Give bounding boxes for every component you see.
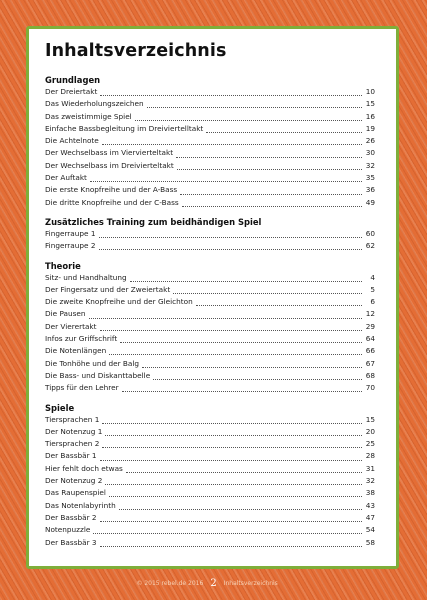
toc-entry (45, 345, 375, 357)
section-heading: Theorie (45, 260, 81, 271)
dot-leader (100, 459, 362, 461)
dot-leader (102, 422, 362, 424)
dot-leader (105, 483, 362, 485)
entry-page-number: 4 (370, 272, 375, 282)
toc-entry (45, 426, 375, 438)
dot-leader (130, 280, 362, 282)
entry-label: Der Wechselbass im Dreivierteltakt (45, 160, 174, 170)
entry-page-number: 54 (365, 525, 375, 535)
entry-page-number: 30 (365, 148, 375, 158)
dot-leader (206, 131, 362, 133)
toc-entry (45, 450, 375, 462)
entry-label: Der Bassbär 1 (45, 451, 97, 461)
entry-label: Die Notenlängen (45, 346, 107, 356)
dot-leader (100, 94, 362, 96)
entry-label: Der Dreiertakt (45, 87, 98, 96)
entry-page-number: 15 (365, 99, 375, 109)
entry-label: Tipps für den Lehrer (45, 383, 119, 393)
toc-entry (45, 414, 375, 426)
dot-leader (102, 143, 362, 145)
dot-leader (105, 434, 362, 436)
page-title: Inhaltsverzeichnis (45, 41, 227, 61)
entry-page-number: 38 (365, 488, 375, 498)
entry-page-number: 20 (365, 426, 375, 436)
entry-label: Das Wiederholungszeichen (45, 99, 144, 109)
entry-label: Die Pausen (45, 309, 86, 319)
entry-page-number: 5 (370, 284, 375, 294)
entry-label: Der Notenzug 1 (45, 426, 103, 436)
entry-page-number: 32 (365, 160, 375, 170)
entry-label: Der Notenzug 2 (45, 476, 103, 486)
entry-page-number: 25 (365, 439, 375, 449)
entry-label: Der Fingersatz und der Zweiertakt (45, 284, 171, 294)
toc-entry (45, 98, 375, 110)
toc-entry (45, 487, 375, 499)
entry-page-number: 15 (365, 414, 375, 424)
entry-page-number: 35 (365, 173, 375, 183)
entry-label: Die Achtelnote (45, 136, 99, 146)
entry-label: Der Wechselbass im Viervierteltakt (45, 148, 174, 158)
toc-entry (45, 184, 375, 196)
entry-page-number: 68 (365, 370, 375, 380)
toc-entry (45, 111, 375, 123)
dot-leader (182, 205, 362, 207)
toc-section (45, 402, 375, 549)
toc-entry (45, 228, 375, 240)
footer-copyright: © 2015 rebel.de 2016 (136, 579, 204, 587)
entry-label: Der Bassbär 3 (45, 537, 97, 547)
entry-page-number: 62 (365, 241, 375, 251)
entry-page-number: 10 (365, 87, 375, 96)
toc-entry (45, 296, 375, 308)
entry-label: Einfache Bassbegleitung im Dreiviertelltakt (45, 123, 204, 133)
entry-label: Die erste Knopfreihe und der A-Bass (45, 185, 178, 195)
toc-entry (45, 284, 375, 296)
entry-label: Notenpuzzle (45, 525, 91, 535)
dot-leader (100, 545, 362, 547)
footer-section-title: Inhaltsverzeichnis (223, 579, 278, 587)
toc-entry (45, 321, 375, 333)
entry-page-number: 47 (365, 512, 375, 522)
dot-leader (120, 341, 362, 343)
toc-entry (45, 333, 375, 345)
dot-leader (89, 317, 362, 319)
dot-leader (176, 156, 362, 158)
dot-leader (99, 248, 363, 250)
dot-leader (126, 471, 362, 473)
dot-leader (196, 304, 362, 306)
toc-entry (45, 463, 375, 475)
toc-entry (45, 197, 375, 209)
entry-page-number: 28 (365, 451, 375, 461)
entry-label: Der Bassbär 2 (45, 512, 97, 522)
entry-page-number: 29 (365, 321, 375, 331)
entry-label: Die Bass- und Diskanttabelle (45, 370, 151, 380)
entry-page-number: 26 (365, 136, 375, 146)
toc-entry (45, 160, 375, 172)
dot-leader (153, 378, 362, 380)
toc-entry (45, 537, 375, 549)
entry-page-number: 66 (365, 346, 375, 356)
dot-leader (90, 180, 362, 182)
dot-leader (135, 119, 362, 121)
entry-label: Tiersprachen 1 (45, 414, 100, 424)
entry-page-number: 49 (365, 197, 375, 207)
entry-page-number: 12 (365, 309, 375, 319)
toc-entry (45, 272, 375, 284)
toc-section (45, 216, 375, 253)
dot-leader (177, 168, 362, 170)
entry-page-number: 36 (365, 185, 375, 195)
toc-section (45, 74, 375, 209)
entry-label: Fingerraupe 2 (45, 241, 96, 251)
entry-label: Das Raupenspiel (45, 488, 106, 498)
entry-page-number: 64 (365, 334, 375, 344)
toc-section (45, 260, 375, 395)
toc-entry (45, 147, 375, 159)
dot-leader (93, 532, 362, 534)
entry-label: Tiersprachen 2 (45, 439, 100, 449)
section-heading: Grundlagen (45, 75, 101, 85)
entry-label: Fingerraupe 1 (45, 228, 96, 238)
dot-leader (142, 366, 362, 368)
toc-entry (45, 524, 375, 536)
section-heading: Spiele (45, 402, 75, 413)
toc-entry (45, 86, 375, 98)
dot-leader (109, 495, 362, 497)
entry-page-number: 67 (365, 358, 375, 368)
toc-entry (45, 370, 375, 382)
toc-entry (45, 308, 375, 320)
toc-entry (45, 240, 375, 252)
toc-entry (45, 135, 375, 147)
toc-entry (45, 475, 375, 487)
entry-page-number: 32 (365, 476, 375, 486)
table-of-contents (45, 74, 375, 549)
dot-leader (100, 520, 362, 522)
entry-label: Infos zur Griffschrift (45, 334, 118, 344)
entry-label: Das zweistimmige Spiel (45, 111, 132, 121)
dot-leader (122, 390, 362, 392)
entry-page-number: 58 (365, 537, 375, 547)
entry-label: Die zweite Knopfreihe und der Gleichton (45, 297, 193, 307)
entry-label: Die Tonhöhe und der Balg (45, 358, 140, 368)
entry-label: Die dritte Knopfreihe und der C-Bass (45, 197, 179, 207)
entry-label: Sitz- und Handhaltung (45, 272, 127, 282)
entry-page-number: 43 (365, 500, 375, 510)
entry-page-number: 31 (365, 463, 375, 473)
content-page (26, 26, 399, 569)
dot-leader (99, 236, 363, 238)
toc-entry (45, 358, 375, 370)
toc-entry (45, 438, 375, 450)
toc-entry (45, 382, 375, 394)
entry-page-number: 70 (365, 383, 375, 393)
dot-leader (100, 329, 362, 331)
entry-label: Der Vierertakt (45, 321, 97, 331)
dot-leader (173, 292, 362, 294)
dot-leader (147, 106, 362, 108)
dot-leader (180, 193, 362, 195)
entry-page-number: 16 (365, 111, 375, 121)
toc-entry (45, 172, 375, 184)
dot-leader (102, 446, 362, 448)
toc-entry (45, 500, 375, 512)
dot-leader (119, 508, 362, 510)
entry-page-number: 6 (370, 297, 375, 307)
page-footer (0, 576, 427, 590)
entry-label: Das Notenlabyrinth (45, 500, 116, 510)
footer-page-number: 2 (210, 577, 217, 589)
toc-entry (45, 512, 375, 524)
section-heading: Zusätzliches Training zum beidhändigen Spiel (45, 216, 262, 227)
toc-entry (45, 123, 375, 135)
entry-page-number: 19 (365, 123, 375, 133)
entry-label: Der Auftakt (45, 173, 87, 183)
entry-page-number: 60 (365, 228, 375, 238)
entry-label: Hier fehlt doch etwas (45, 463, 123, 473)
dot-leader (109, 353, 362, 355)
